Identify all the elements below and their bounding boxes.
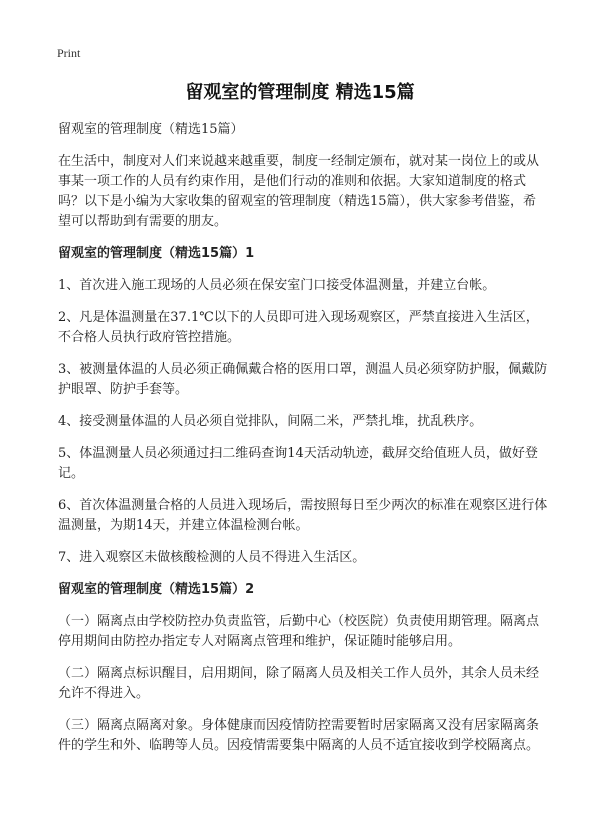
section-1-item-2: 2、凡是体温测量在37.1℃以下的人员即可进入现场观察区，严禁直接进入生活区，不合格人员执行政府管控措施。 bbox=[58, 310, 539, 345]
section-2-item-2: （二）隔离点标识醒目，启用期间，除了隔离人员及相关工作人员外，其余人员未经允许不得进入。 bbox=[58, 666, 540, 701]
section-1-item-5: 5、体温测量人员必须通过扫二维码查询14天活动轨迹，截屏交给值班人员，做好登记。 bbox=[58, 446, 538, 481]
section-1-item-3: 3、被测量体温的人员必须正确佩戴合格的医用口罩，测温人员必须穿防护服，佩戴防护眼罩、防护手套等。 bbox=[58, 362, 548, 397]
print-label[interactable]: Print bbox=[57, 46, 81, 60]
document-subtitle: 留观室的管理制度（精选15篇） bbox=[58, 122, 244, 137]
intro-paragraph: 在生活中，制度对人们来说越来越重要，制度一经制定颁布，就对某一岗位上的或从事某一项工作的人员有约束作用，是他们行动的准则和依据。大家知道制度的格式吗？以下是小编为大家收集的留观室的管理制度（精选15篇），供大家参考借鉴，希望可以帮助到有需要的朋友。 bbox=[58, 154, 540, 229]
section-1-item-6: 6、首次体温测量合格的人员进入现场后，需按照每日至少两次的标准在观察区进行体温测量，为期14天，并建立体温检测台帐。 bbox=[58, 498, 548, 533]
section-heading-2: 留观室的管理制度（精选15篇）2 bbox=[58, 582, 255, 597]
page-title: 留观室的管理制度 精选15篇 bbox=[185, 82, 415, 103]
section-heading-1: 留观室的管理制度（精选15篇）1 bbox=[58, 246, 255, 261]
section-1-item-1: 1、首次进入施工现场的人员必须在保安室门口接受体温测量，并建立台帐。 bbox=[58, 278, 496, 293]
document-body bbox=[58, 120, 548, 768]
section-2-item-3: （三）隔离点隔离对象。身体健康而因疫情防控需要暂时居家隔离又没有居家隔离条件的学生和外、临聘等人员。因疫情需要集中隔离的人员不适宜接收到学校隔离点。 bbox=[58, 718, 540, 753]
section-2-item-1: （一）隔离点由学校防控办负责监管，后勤中心（校医院）负责使用期管理。隔离点停用期间由防控办指定专人对隔离点管理和维护，保证随时能够启用。 bbox=[58, 614, 540, 649]
section-1-item-7: 7、进入观察区未做核酸检测的人员不得进入生活区。 bbox=[58, 550, 366, 565]
section-1-item-4: 4、接受测量体温的人员必须自觉排队，间隔二米，严禁扎堆，扰乱秩序。 bbox=[58, 414, 483, 429]
